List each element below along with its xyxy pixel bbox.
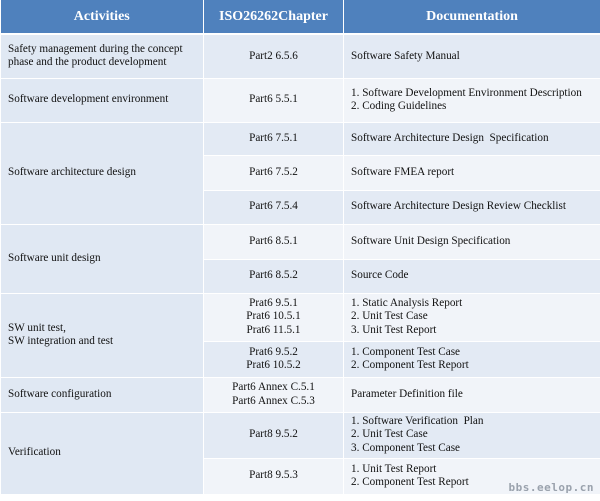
header-iso-chapter: ISO26262Chapter bbox=[204, 0, 344, 34]
table-row bbox=[1, 377, 600, 412]
table-header-row bbox=[1, 0, 600, 34]
chapter-cell bbox=[204, 224, 344, 259]
chapter-text: Prat6 9.5.1 bbox=[249, 296, 298, 309]
documentation-text: 2. Coding Guidelines bbox=[351, 100, 447, 112]
documentation-text: Software FMEA report bbox=[351, 165, 455, 178]
chapter-cell bbox=[204, 341, 344, 377]
documentation-text: 2. Unit Test Case bbox=[351, 428, 428, 441]
documentation-text: 2. Unit Test Case bbox=[351, 310, 428, 323]
watermark: bbs.eelop.cn bbox=[508, 481, 594, 494]
documentation-text: Software Safety Manual bbox=[351, 49, 460, 62]
activity-text: Verification bbox=[8, 446, 61, 459]
chapter-cell bbox=[204, 155, 344, 190]
activity-text: Software development environment bbox=[8, 93, 169, 106]
chapter-cell bbox=[204, 412, 344, 458]
chapter-text: Prat6 10.5.2 bbox=[246, 359, 301, 371]
documentation-cell bbox=[344, 259, 600, 293]
documentation-text: 1. Software Development Environment Description bbox=[351, 86, 582, 99]
header-documentation: Documentation bbox=[344, 0, 600, 34]
table-row bbox=[1, 78, 600, 122]
documentation-text: Parameter Definition file bbox=[351, 387, 463, 400]
header-activities: Activities bbox=[1, 0, 204, 34]
activity-cell bbox=[1, 122, 204, 224]
documentation-text: 1. Unit Test Report bbox=[351, 462, 437, 475]
documentation-cell bbox=[344, 34, 600, 78]
chapter-text: Part6 7.5.1 bbox=[249, 131, 298, 144]
chapter-text: Part6 7.5.2 bbox=[249, 165, 298, 178]
activity-cell bbox=[1, 293, 204, 377]
documentation-text: 1. Component Test Case bbox=[351, 345, 461, 358]
documentation-cell bbox=[344, 412, 600, 458]
activity-cell bbox=[1, 377, 204, 412]
chapter-text: Part6 7.5.4 bbox=[249, 200, 298, 213]
chapter-text: Part8 9.5.3 bbox=[249, 469, 298, 482]
documentation-cell bbox=[344, 293, 600, 341]
documentation-text: Source Code bbox=[351, 269, 409, 282]
activity-text: phase and the product development bbox=[8, 56, 167, 69]
activity-text: Software architecture design bbox=[8, 166, 136, 179]
documentation-cell bbox=[344, 377, 600, 412]
chapter-text: Part2 6.5.6 bbox=[249, 49, 298, 62]
table-row bbox=[1, 293, 600, 341]
documentation-text: 1. Static Analysis Report bbox=[351, 296, 463, 309]
documentation-text: 2. Component Test Report bbox=[351, 476, 469, 488]
activity-cell bbox=[1, 34, 204, 78]
documentation-text: Software Architecture Design Review Checklist bbox=[351, 200, 566, 213]
chapter-cell bbox=[204, 34, 344, 78]
chapter-cell bbox=[204, 190, 344, 224]
chapter-cell bbox=[204, 259, 344, 293]
documentation-text: 3. Unit Test Report bbox=[351, 323, 437, 336]
chapter-text: Prat6 11.5.1 bbox=[246, 323, 301, 336]
chapter-cell bbox=[204, 293, 344, 341]
documentation-text: 2. Component Test Report bbox=[351, 359, 469, 371]
activity-text: Software unit design bbox=[8, 251, 101, 264]
documentation-text: 3. Component Test Case bbox=[351, 441, 461, 454]
activity-text: SW unit test, bbox=[8, 321, 66, 334]
chapter-cell bbox=[204, 78, 344, 122]
documentation-cell bbox=[344, 78, 600, 122]
documentation-cell bbox=[344, 190, 600, 224]
chapter-text: Part6 Annex C.5.3 bbox=[232, 394, 315, 407]
chapter-cell bbox=[204, 377, 344, 412]
chapter-text: Part8 9.5.2 bbox=[249, 428, 298, 441]
documentation-text: Software Architecture Design Specification bbox=[351, 131, 549, 144]
chapter-text: Part6 Annex C.5.1 bbox=[232, 381, 315, 393]
table-row bbox=[1, 34, 600, 78]
chapter-text: Prat6 10.5.1 bbox=[246, 310, 301, 323]
documentation-cell bbox=[344, 341, 600, 377]
activity-cell bbox=[1, 412, 204, 494]
activity-text: Safety management during the concept bbox=[8, 42, 183, 55]
activity-cell bbox=[1, 78, 204, 122]
documentation-cell bbox=[344, 224, 600, 259]
chapter-cell bbox=[204, 122, 344, 155]
activity-text: SW integration and test bbox=[8, 335, 114, 347]
documentation-cell bbox=[344, 122, 600, 155]
chapter-text: Part6 8.5.2 bbox=[249, 269, 298, 282]
chapter-text: Part6 5.5.1 bbox=[249, 93, 298, 106]
table-row bbox=[1, 122, 600, 155]
chapter-text: Prat6 9.5.2 bbox=[249, 345, 298, 358]
activity-cell bbox=[1, 224, 204, 293]
chapter-cell bbox=[204, 458, 344, 494]
activity-text: Software configuration bbox=[8, 387, 112, 400]
table-row bbox=[1, 412, 600, 458]
table-row bbox=[1, 224, 600, 259]
documentation-cell bbox=[344, 155, 600, 190]
documentation-text: Software Unit Design Specification bbox=[351, 234, 511, 247]
documentation-text: 1. Software Verification Plan bbox=[351, 414, 484, 427]
chapter-text: Part6 8.5.1 bbox=[249, 234, 298, 247]
